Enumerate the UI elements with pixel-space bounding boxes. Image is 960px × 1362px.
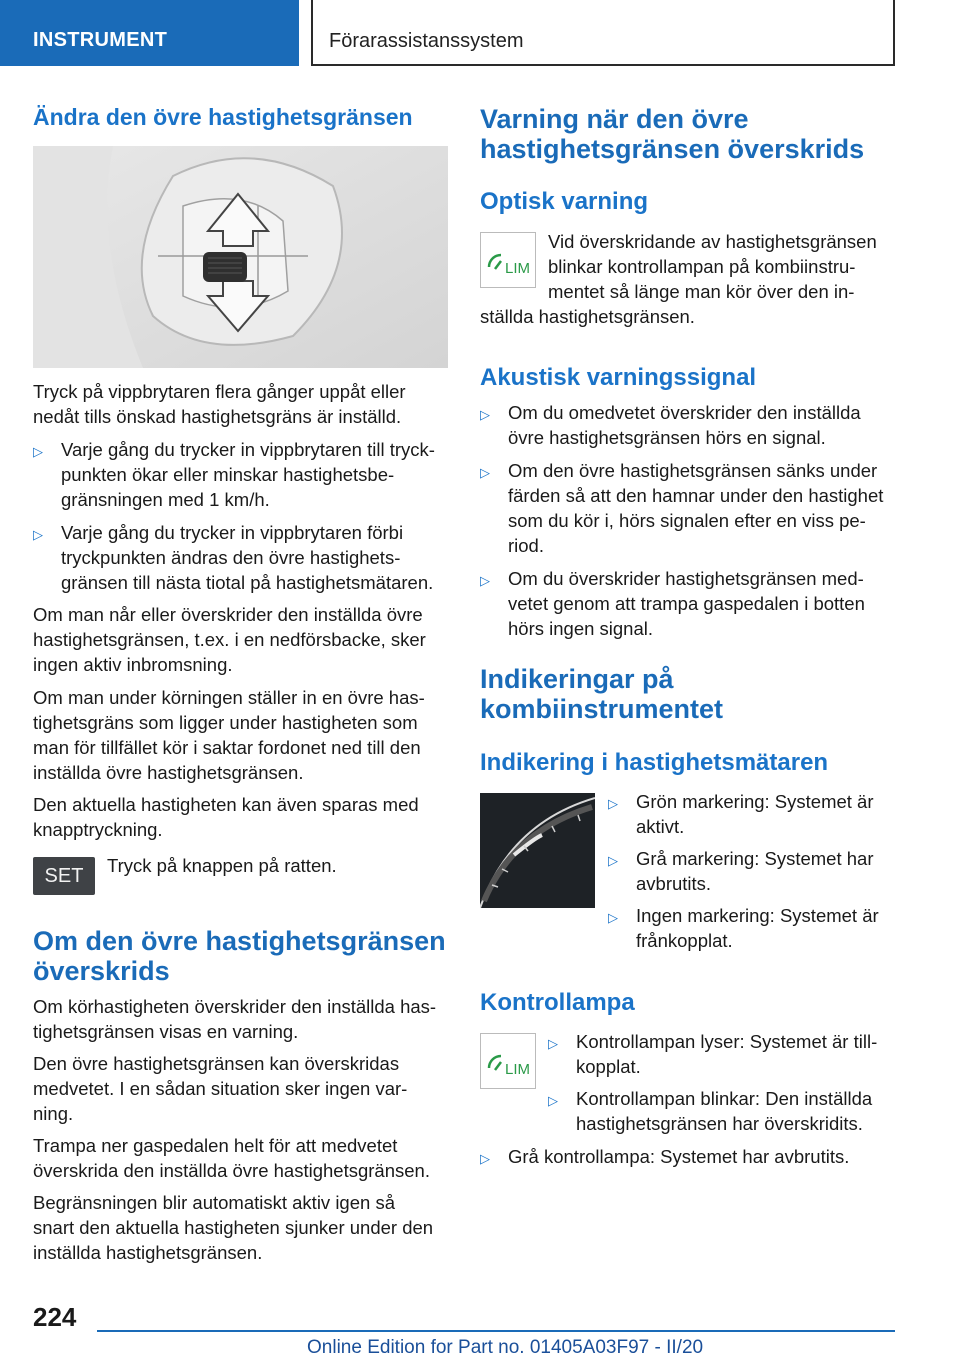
list-item: ▷ Grön markering: Systemet är aktivt. (608, 791, 874, 837)
list-item: ▷ Ingen markering: Systemet är frånkopplat. (608, 905, 879, 951)
speedometer-marking-image (480, 793, 595, 908)
section-title: INSTRUMENT (33, 29, 168, 51)
heading-visual-warning: Optisk varning (480, 188, 649, 215)
edition-note: Online Edition for Part no. 01405A03F97 - II/20 (307, 1337, 704, 1358)
paragraph-no-braking: Om man når eller överskrider den inställda övre hastighetsgränsen, t.ex. i en nedförsbacke, sker ingen aktiv inbromsning. (33, 604, 426, 675)
paragraph-accelerator: Trampa ner gaspedalen helt för att medvetet överskrida den inställda övre hastighetsgränsen. (33, 1135, 430, 1181)
heading-limit-exceeded: Om den övre hastighetsgränsen överskrids (33, 926, 446, 986)
rocker-switch-illustration (33, 146, 448, 368)
triangle-bullet-icon: ▷ (33, 444, 43, 459)
triangle-bullet-icon: ▷ (608, 853, 618, 868)
set-button-icon: SET (33, 857, 95, 895)
heading-speedometer: Indikering i hastighetsmätaren (480, 749, 829, 776)
section-tab (0, 0, 299, 66)
paragraph-optical-warning-end: ställda hastighetsgränsen. (480, 306, 695, 327)
paragraph-warning-shown: Om körhastigheten överskrider den inställda has- tighetsgränsen visas en varning. (33, 996, 437, 1042)
triangle-bullet-icon: ▷ (480, 1151, 490, 1166)
triangle-bullet-icon: ▷ (548, 1036, 558, 1051)
list-item: ▷ Kontrollampan lyser: Systemet är till- kopplat. (548, 1031, 878, 1077)
list-item: ▷ Om du överskrider hastighetsgränsen med- vetet genom att trampa gaspedalen i botten hörs ingen signal. (480, 568, 865, 639)
triangle-bullet-icon: ▷ (480, 407, 490, 422)
set-instruction: Tryck på knappen på ratten. (107, 855, 337, 876)
paragraph-save-speed: Den aktuella hastigheten kan även sparas med knapptryckning. (33, 794, 419, 840)
heading-instrument-indicators: Indikeringar på kombiinstrumentet (480, 664, 724, 724)
heading-warning: Varning när den övre hastighetsgränsen överskrids (480, 104, 865, 164)
triangle-bullet-icon: ▷ (480, 465, 490, 480)
paragraph-reactivation: Begränsningen blir automatiskt aktiv igen så snart den aktuella hastigheten sjunker under den inställda hastighetsgränsen. (33, 1192, 434, 1263)
heading-change-limit: Ändra den övre hastighetsgränsen (33, 104, 413, 130)
paragraph-exceed-deliberately: Den övre hastighetsgränsen kan överskridas medvetet. I en sådan situation sker ingen var- ning. (33, 1053, 408, 1124)
lim-indicator-icon (480, 232, 536, 288)
lim-icon-label: LIM (505, 1061, 531, 1078)
heading-indicator-lamp: Kontrollampa (480, 989, 635, 1016)
triangle-bullet-icon: ▷ (608, 796, 618, 811)
triangle-bullet-icon: ▷ (480, 573, 490, 588)
heading-acoustic-warning: Akustisk varningssignal (480, 364, 757, 391)
list-item: ▷ Kontrollampan blinkar: Den inställda hastighetsgränsen har överskridits. (548, 1088, 873, 1134)
lim-indicator-icon (480, 1033, 536, 1089)
list-item: ▷ Om du omedvetet överskrider den inställda övre hastighetsgränsen hörs en signal. (480, 402, 861, 448)
paragraph-slow-down: Om man under körningen ställer in en övre has- tighetsgräns som ligger under hastigheten som man för tillfället kör i saktar fordonet ned till den inställda övre hastighetsgränsen. (33, 687, 425, 783)
list-item: ▷ Grå markering: Systemet har avbrutits. (608, 848, 874, 894)
list-item: ▷ Om den övre hastighetsgränsen sänks under färden så att den hamnar under den hastighet som du kör i, hörs signalen efter en viss pe- riod. (480, 460, 884, 556)
list-item: ▷ Varje gång du trycker in vippbrytaren till tryck- punkten ökar eller minskar hastighetsbe- gränsningen med 1 km/h. (33, 439, 435, 510)
triangle-bullet-icon: ▷ (33, 527, 43, 542)
triangle-bullet-icon: ▷ (608, 910, 618, 925)
list-item: ▷ Grå kontrollampa: Systemet har avbrutits. (480, 1144, 900, 1169)
page-number: 224 (33, 1302, 77, 1332)
paragraph-optical-warning: Vid överskridande av hastighetsgränsen blinkar kontrollampan på kombiinstru- mentet så länge man kör över den in- (548, 231, 877, 302)
list-item: ▷ Varje gång du trycker in vippbrytaren förbi tryckpunkten ändras den övre hastighets- gränsen till nästa tiotal på hastighetsmätaren. (33, 522, 434, 593)
lim-icon-label: LIM (505, 260, 531, 277)
footer-divider (97, 1330, 895, 1332)
triangle-bullet-icon: ▷ (548, 1093, 558, 1108)
chapter-title: Förarassistanssystem (329, 30, 524, 52)
paragraph-intro: Tryck på vippbrytaren flera gånger uppåt eller nedåt tills önskad hastighetsgräns är inställd. (33, 381, 406, 427)
chapter-tab (311, 0, 895, 66)
